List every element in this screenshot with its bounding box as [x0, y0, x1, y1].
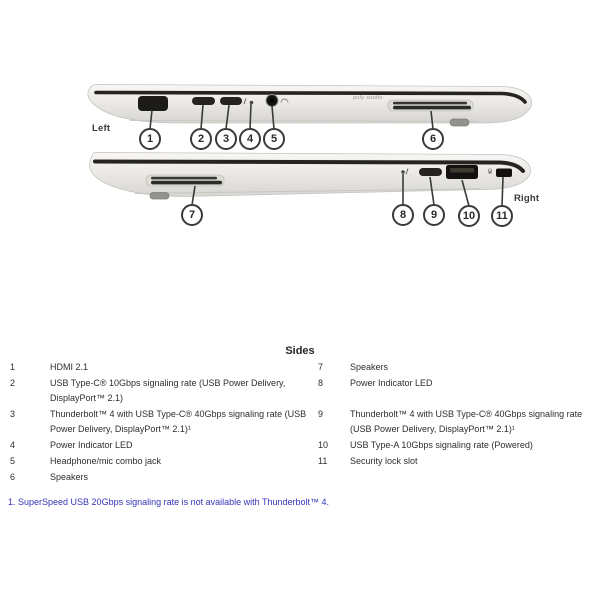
table-row	[0, 438, 600, 453]
item-label: USB Type-C® 10Gbps signaling rate (USB Power Delivery, DisplayPort™ 2.1)	[50, 378, 286, 403]
item-number: 11	[318, 456, 328, 466]
item-number: 6	[10, 472, 16, 482]
headphone-jack-hole	[270, 98, 274, 102]
callout-2: 2	[190, 128, 212, 150]
item-number	[318, 470, 350, 485]
usb-c-port-3	[220, 97, 242, 105]
poly-studio-brand-text: poly studio	[353, 95, 383, 101]
table-row	[0, 360, 600, 375]
item-label: Power Indicator LED	[350, 378, 433, 388]
callout-4: 4	[239, 128, 261, 150]
speaker-grille-left-view	[388, 100, 473, 111]
usb-c-port-2	[192, 97, 215, 105]
item-label: Headphone/mic combo jack	[50, 456, 162, 466]
callout-8: 8	[392, 204, 414, 226]
table-title: Sides	[285, 345, 315, 357]
right-side-label: Right	[514, 193, 540, 204]
item-number: 10	[318, 440, 329, 450]
power-led	[401, 170, 405, 174]
callout-3: 3	[215, 128, 237, 150]
laptop-illustrations	[0, 0, 600, 240]
rubber-foot	[150, 193, 169, 200]
power-led	[250, 101, 254, 105]
item-number: 4	[10, 440, 16, 450]
item-label: Speakers	[350, 362, 389, 372]
table-row	[0, 470, 600, 485]
speaker-grille-right-view	[146, 175, 224, 186]
item-number: 3	[10, 409, 16, 419]
bottom-seam	[130, 121, 478, 122]
item-number: 2	[10, 378, 16, 388]
table-row	[0, 376, 600, 406]
laptop-left-view	[88, 85, 532, 130]
lock-icon-body	[488, 171, 491, 174]
item-number: 8	[318, 378, 324, 388]
callout-5: 5	[263, 128, 285, 150]
callout-9: 9	[423, 204, 445, 226]
usb-a-tongue	[450, 168, 474, 173]
ports-table	[0, 343, 600, 485]
item-label: Thunderbolt™ 4 with USB Type-C® 40Gbps signaling rate (USB Power Delivery, DisplayPort™ 2.1)¹	[50, 409, 307, 434]
item-number: 5	[10, 456, 16, 466]
sides-diagram	[0, 0, 600, 240]
item-number: 7	[318, 362, 324, 372]
item-number: 1	[10, 362, 16, 372]
callout-1: 1	[139, 128, 161, 150]
item-label: USB Type-A 10Gbps signaling rate (Powered)	[350, 440, 533, 450]
callout-6: 6	[422, 128, 444, 150]
item-number: 9	[318, 409, 324, 419]
table-row	[0, 407, 600, 437]
laptop-right-view	[90, 153, 531, 207]
rubber-foot	[450, 119, 469, 126]
security-lock-slot	[496, 169, 512, 178]
item-label: Thunderbolt™ 4 with USB Type-C® 40Gbps signaling rate (USB Power Delivery, DisplayPort™ 2.1)¹	[350, 409, 583, 434]
callout-10: 10	[458, 205, 480, 227]
item-label: Security lock slot	[350, 456, 418, 466]
callout-7: 7	[181, 204, 203, 226]
table-row	[0, 454, 600, 469]
left-side-label: Left	[92, 123, 111, 134]
item-label: Power Indicator LED	[50, 440, 133, 450]
item-label	[350, 470, 600, 485]
hdmi-port	[138, 96, 168, 111]
footnote: 1. SuperSpeed USB 20Gbps signaling rate is not available with Thunderbolt™ 4.	[8, 497, 330, 507]
item-label: Speakers	[50, 472, 89, 482]
usb-c-port-9	[419, 168, 442, 176]
item-label: HDMI 2.1	[50, 362, 89, 372]
callout-11: 11	[491, 205, 513, 227]
